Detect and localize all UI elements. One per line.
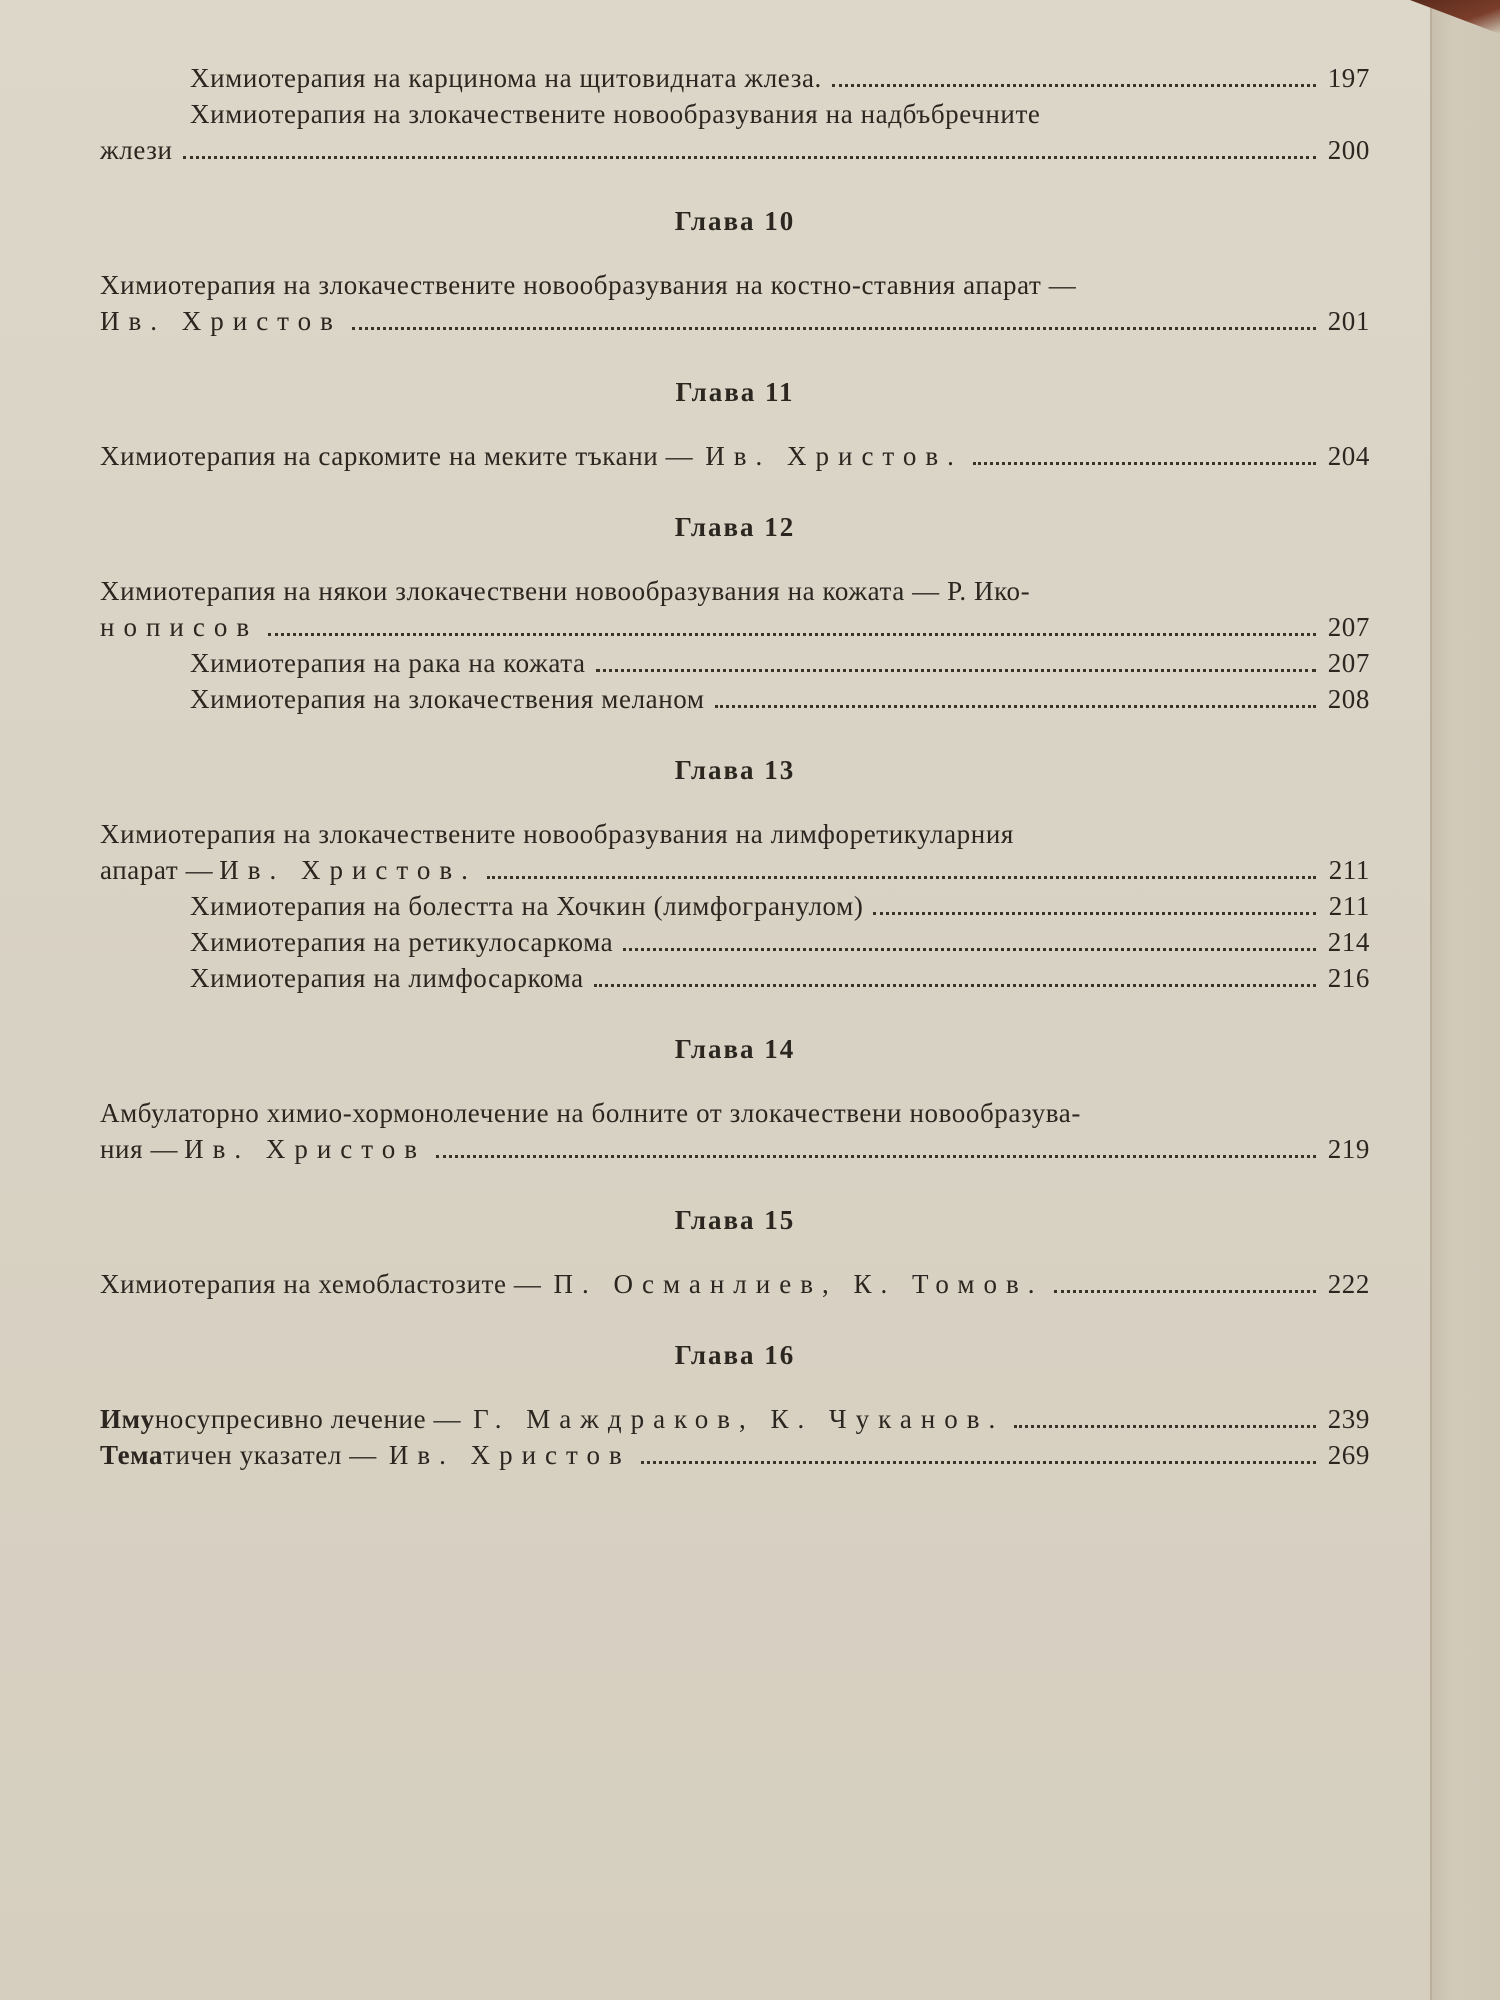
toc-page-number: 201 xyxy=(1327,306,1370,336)
toc-entry-title: Химиотерапия на някои злокачествени новообразувания на кожата — Р. Ико- xyxy=(100,576,1031,606)
toc-page-number: 219 xyxy=(1327,1134,1370,1164)
dot-leader xyxy=(352,327,1316,330)
toc-page-number: 211 xyxy=(1328,891,1370,921)
toc-page-number: 204 xyxy=(1327,441,1370,471)
toc-entry xyxy=(100,1266,1370,1302)
toc-entry-author: Ив. Христов xyxy=(184,1134,426,1164)
toc-entry-title-cont: апарат — xyxy=(100,855,214,885)
toc-page-number: 216 xyxy=(1327,963,1370,993)
toc-entry-title: Химиотерапия на ретикулосаркома xyxy=(190,927,614,957)
chapter-heading: Глава 13 xyxy=(674,755,796,785)
dot-leader xyxy=(1054,1290,1317,1293)
toc-page-number: 214 xyxy=(1327,927,1370,957)
toc-page-number: 239 xyxy=(1327,1404,1370,1434)
toc-entry-title: Химиотерапия на злокачествения меланом xyxy=(190,684,705,714)
toc-entry-author: Ив. Христов. xyxy=(705,441,963,471)
toc-entry-author: П. Османлиев, К. Томов. xyxy=(553,1269,1044,1299)
chapter-heading: Глава 16 xyxy=(674,1340,796,1370)
toc-entry xyxy=(100,96,1370,168)
dot-leader xyxy=(623,948,1316,951)
toc-entry-title-cont: жлези xyxy=(100,135,173,165)
dot-leader xyxy=(832,84,1316,87)
toc-entry-title-rest: тичен указател — xyxy=(163,1440,377,1470)
chapter-heading: Глава 11 xyxy=(675,377,795,407)
toc-entry xyxy=(100,438,1370,474)
toc-page-number: 211 xyxy=(1328,855,1370,885)
dot-leader xyxy=(873,912,1316,915)
toc-entry xyxy=(100,267,1370,339)
toc-entry xyxy=(100,60,1370,96)
toc-entry-author: Ив. Христов. xyxy=(219,855,477,885)
toc-entry-title: Химиотерапия на болестта на Хочкин (лимфогранулом) xyxy=(190,891,864,921)
toc-page-number: 207 xyxy=(1327,612,1370,642)
toc-entry-author: Ив. Христов xyxy=(388,1440,631,1470)
dot-leader xyxy=(594,984,1316,987)
toc-entry xyxy=(100,1401,1370,1437)
dot-leader xyxy=(487,876,1316,879)
table-of-contents xyxy=(100,60,1370,1473)
toc-entry-title: Химиотерапия на саркомите на меките тъкани — xyxy=(100,441,694,471)
toc-entry-title-bold: Иму xyxy=(100,1404,155,1434)
toc-entry-title: Химиотерапия на лимфосаркома xyxy=(190,963,584,993)
toc-subentry xyxy=(100,681,1370,717)
toc-entry-title-cont: ния — xyxy=(100,1134,179,1164)
toc-entry-title: Химиотерапия на злокачествените новообразувания на костно-ставния апарат — xyxy=(100,270,1077,300)
toc-entry xyxy=(100,1095,1370,1167)
toc-entry-title: Химиотерапия на злокачествените новообразувания на надбъбречните xyxy=(190,99,1041,129)
chapter-heading: Глава 10 xyxy=(674,206,796,236)
toc-entry-title-bold: Тема xyxy=(100,1440,164,1470)
toc-page-number: 207 xyxy=(1327,648,1370,678)
toc-page-number: 269 xyxy=(1327,1440,1370,1470)
dot-leader xyxy=(436,1155,1316,1158)
toc-entry-author: Ив. Христов xyxy=(100,306,342,336)
toc-page-number: 208 xyxy=(1327,684,1370,714)
page-gutter xyxy=(1430,0,1500,2000)
chapter-heading: Глава 12 xyxy=(674,512,796,542)
dot-leader xyxy=(973,462,1316,465)
dot-leader xyxy=(1014,1425,1316,1428)
toc-entry-title: Амбулаторно химио-хормонолечение на болните от злокачествени новообразува- xyxy=(100,1098,1081,1128)
toc-entry-title: Химиотерапия на злокачествените новообразувания на лимфоретикуларния xyxy=(100,819,1014,849)
chapter-heading: Глава 15 xyxy=(674,1205,796,1235)
toc-entry-title-rest: носупресивно лечение — xyxy=(154,1404,462,1434)
toc-entry xyxy=(100,573,1370,645)
toc-entry-title-cont: нописов xyxy=(100,612,259,642)
toc-subentry xyxy=(100,924,1370,960)
toc-page-number: 222 xyxy=(1327,1269,1370,1299)
dot-leader xyxy=(596,669,1316,672)
chapter-heading: Глава 14 xyxy=(674,1034,796,1064)
toc-subentry xyxy=(100,960,1370,996)
toc-page-number: 197 xyxy=(1327,63,1370,93)
toc-entry-title xyxy=(100,1437,377,1473)
dot-leader xyxy=(183,156,1316,159)
dot-leader xyxy=(641,1461,1316,1464)
dot-leader xyxy=(268,633,1316,636)
toc-entry xyxy=(100,816,1370,888)
toc-entry-title xyxy=(100,1401,461,1437)
toc-entry-title: Химиотерапия на карцинома на щитовидната жлеза. xyxy=(190,63,822,93)
toc-entry-title: Химиотерапия на хемобластозите — xyxy=(100,1269,542,1299)
toc-subentry xyxy=(100,645,1370,681)
toc-entry-author: Г. Маждраков, К. Чуканов. xyxy=(473,1404,1005,1434)
toc-entry xyxy=(100,1437,1370,1473)
toc-subentry xyxy=(100,888,1370,924)
toc-page-number: 200 xyxy=(1327,135,1370,165)
dot-leader xyxy=(715,705,1316,708)
toc-entry-title: Химиотерапия на рака на кожата xyxy=(190,648,586,678)
